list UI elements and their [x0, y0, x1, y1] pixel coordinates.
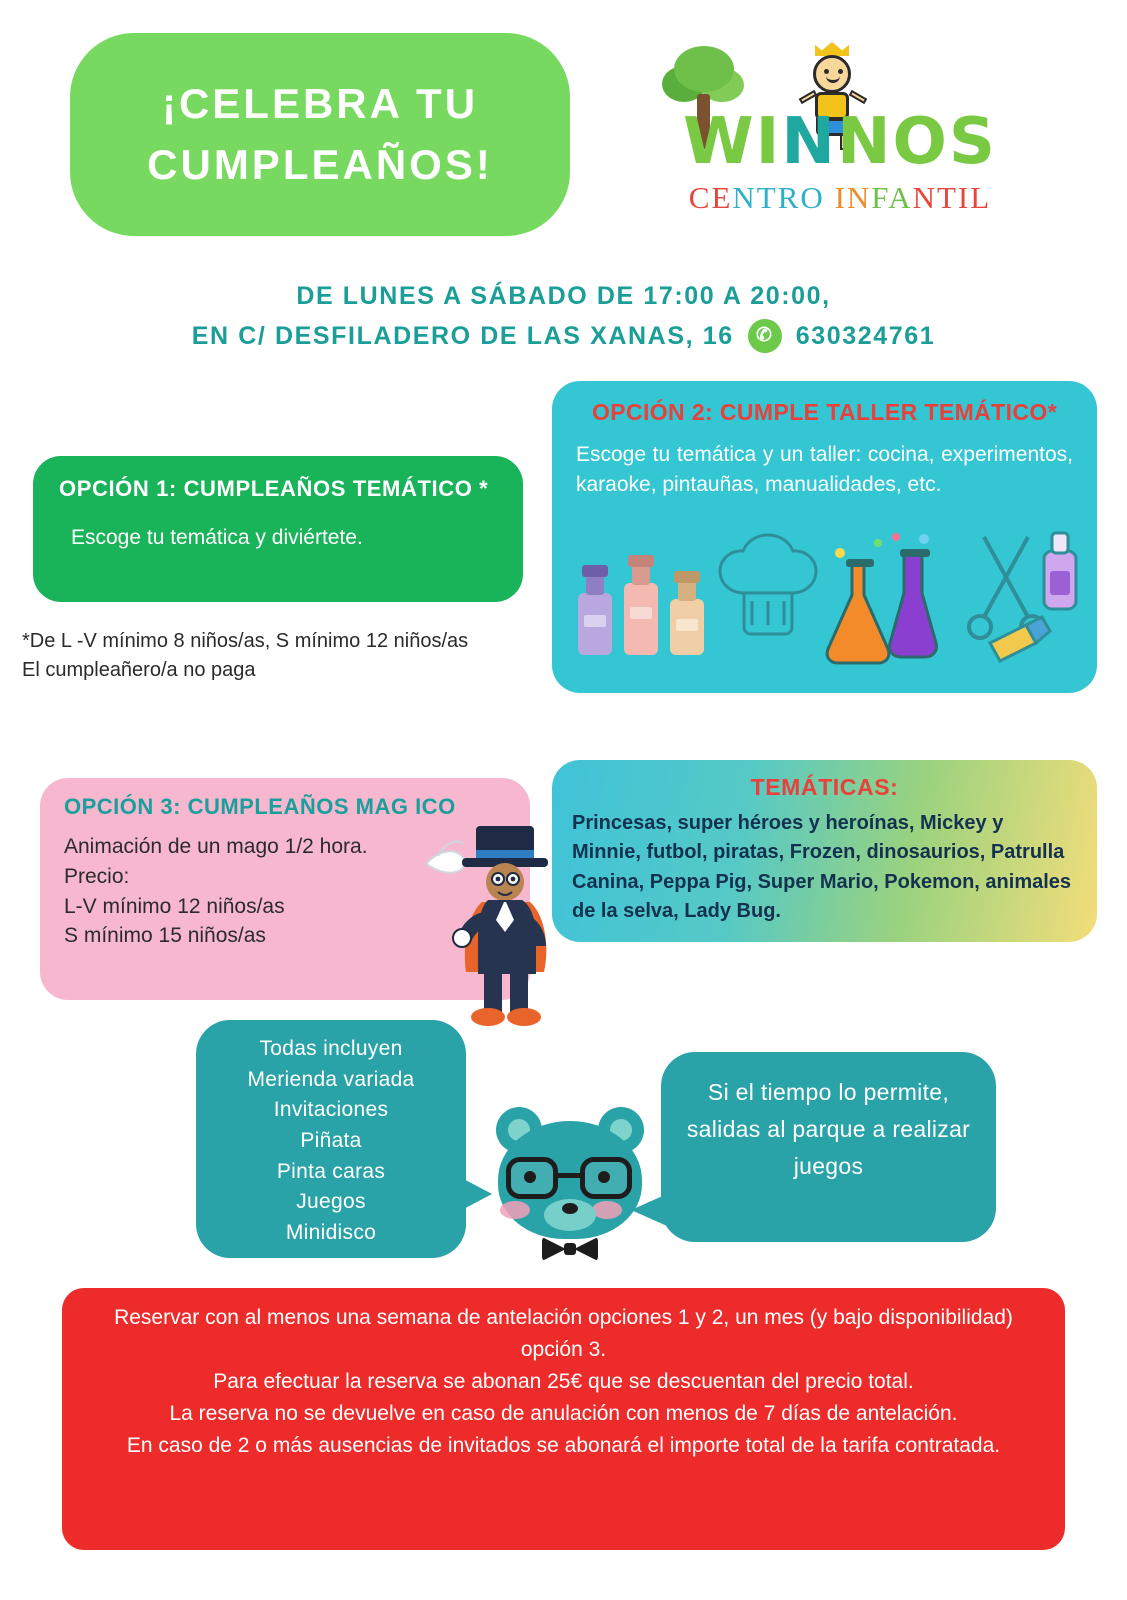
logo-tagline-ce: CE	[688, 180, 733, 215]
terms-line2: Para efectuar la reserva se abonan 25€ que se descuentan del precio total.	[213, 1369, 914, 1393]
terms-line1: Reservar con al menos una semana de antelación opciones 1 y 2, un mes (y bajo disponibilidad) opción 3.	[114, 1306, 1013, 1361]
chef-hat-icon	[720, 535, 816, 634]
option1-footnote	[22, 627, 522, 685]
brand-logo	[600, 40, 1080, 235]
includes-line: Merienda variada	[247, 1067, 415, 1091]
page-title	[70, 33, 570, 236]
address-text: EN C/ DESFILADERO DE LAS XANAS, 16	[191, 322, 734, 350]
option2-heading: OPCIÓN 2: CUMPLE TALLER TEMÁTICO*	[591, 399, 1058, 425]
option3-heading: OPCIÓN 3: CUMPLEAÑOS MAG ICO	[64, 794, 456, 819]
park-bubble	[661, 1052, 996, 1242]
bear-mascot	[480, 1105, 670, 1275]
footnote-line1: *De L -V mínimo 8 niños/as, S mínimo 12 niños/as	[22, 630, 469, 652]
logo-tagline	[620, 180, 1060, 216]
terms-box	[62, 1288, 1065, 1550]
schedule-block	[0, 276, 1127, 356]
option3-line2: Precio:	[64, 864, 130, 888]
logo-word-part2: N	[781, 105, 837, 179]
logo-tagline-ntil: NTIL	[912, 180, 992, 215]
footnote-line2: El cumpleañero/a no paga	[22, 659, 256, 681]
logo-tagline-in: IN	[824, 180, 872, 215]
themes-card	[552, 760, 1097, 942]
option2-body: Escoge tu temática y un taller: cocina, experimentos, karaoke, pintauñas, manualidades, etc.	[576, 443, 1073, 496]
includes-bubble	[196, 1020, 466, 1258]
option1-body: Escoge tu temática y diviértete.	[71, 526, 363, 549]
workshop-icons-svg	[552, 531, 1097, 693]
schedule-line2	[192, 316, 936, 356]
includes-line: Invitaciones	[273, 1098, 389, 1122]
workshop-icons	[552, 531, 1097, 693]
includes-line: Pinta caras	[276, 1159, 386, 1183]
header	[0, 0, 1127, 260]
nail-polish-icon	[578, 555, 704, 655]
logo-tagline-fa: FA	[871, 180, 913, 215]
logo-word-part3: NOS	[836, 105, 998, 179]
option1-card	[33, 456, 523, 602]
schedule-line1: DE LUNES A SÁBADO DE 17:00 A 20:00,	[296, 282, 831, 310]
logo-tagline-ntro: NTRO	[732, 180, 825, 215]
page-title-line1: ¡CELEBRA TU	[161, 79, 479, 127]
option1-heading: OPCIÓN 1: CUMPLEAÑOS TEMÁTICO *	[59, 476, 489, 501]
option3-line4: S mínimo 15 niños/as	[64, 924, 266, 948]
phone-number[interactable]: 630324761	[795, 322, 936, 350]
lab-beakers-icon	[827, 533, 936, 663]
park-bubble-text: Si el tiempo lo permite, salidas al parque a realizar juegos	[686, 1079, 971, 1179]
logo-word-part1: WI	[682, 105, 782, 179]
themes-body: Princesas, super héroes y heroínas, Mickey y Minnie, futbol, piratas, Frozen, dinosaurios, Patrulla Canina, Peppa Pig, Super Mario, Pokemon, animales de la selva, Lady Bug.	[572, 812, 1072, 923]
option3-line1: Animación de un mago 1/2 hora.	[64, 835, 368, 858]
terms-line4: En caso de 2 o más ausencias de invitados se abonará el importe total de la tarifa contratada.	[126, 1433, 1001, 1457]
page-title-line2: CUMPLEAÑOS!	[147, 140, 493, 188]
terms-line3: La reserva no se devuelve en caso de anulación con menos de 7 días de antelación.	[169, 1401, 958, 1425]
includes-line: Piñata	[300, 1128, 362, 1152]
dove-icon	[426, 842, 465, 873]
themes-heading: TEMÁTICAS:	[750, 774, 899, 800]
includes-line: Juegos	[296, 1190, 366, 1214]
includes-line: Minidisco	[285, 1220, 377, 1244]
option3-line3: L-V mínimo 12 niños/as	[64, 894, 285, 918]
option2-card	[552, 381, 1097, 693]
includes-line: Todas incluyen	[259, 1037, 403, 1060]
crafts-icon	[969, 533, 1076, 661]
phone-icon: ✆	[748, 319, 782, 353]
logo-wordmark	[620, 105, 1060, 179]
